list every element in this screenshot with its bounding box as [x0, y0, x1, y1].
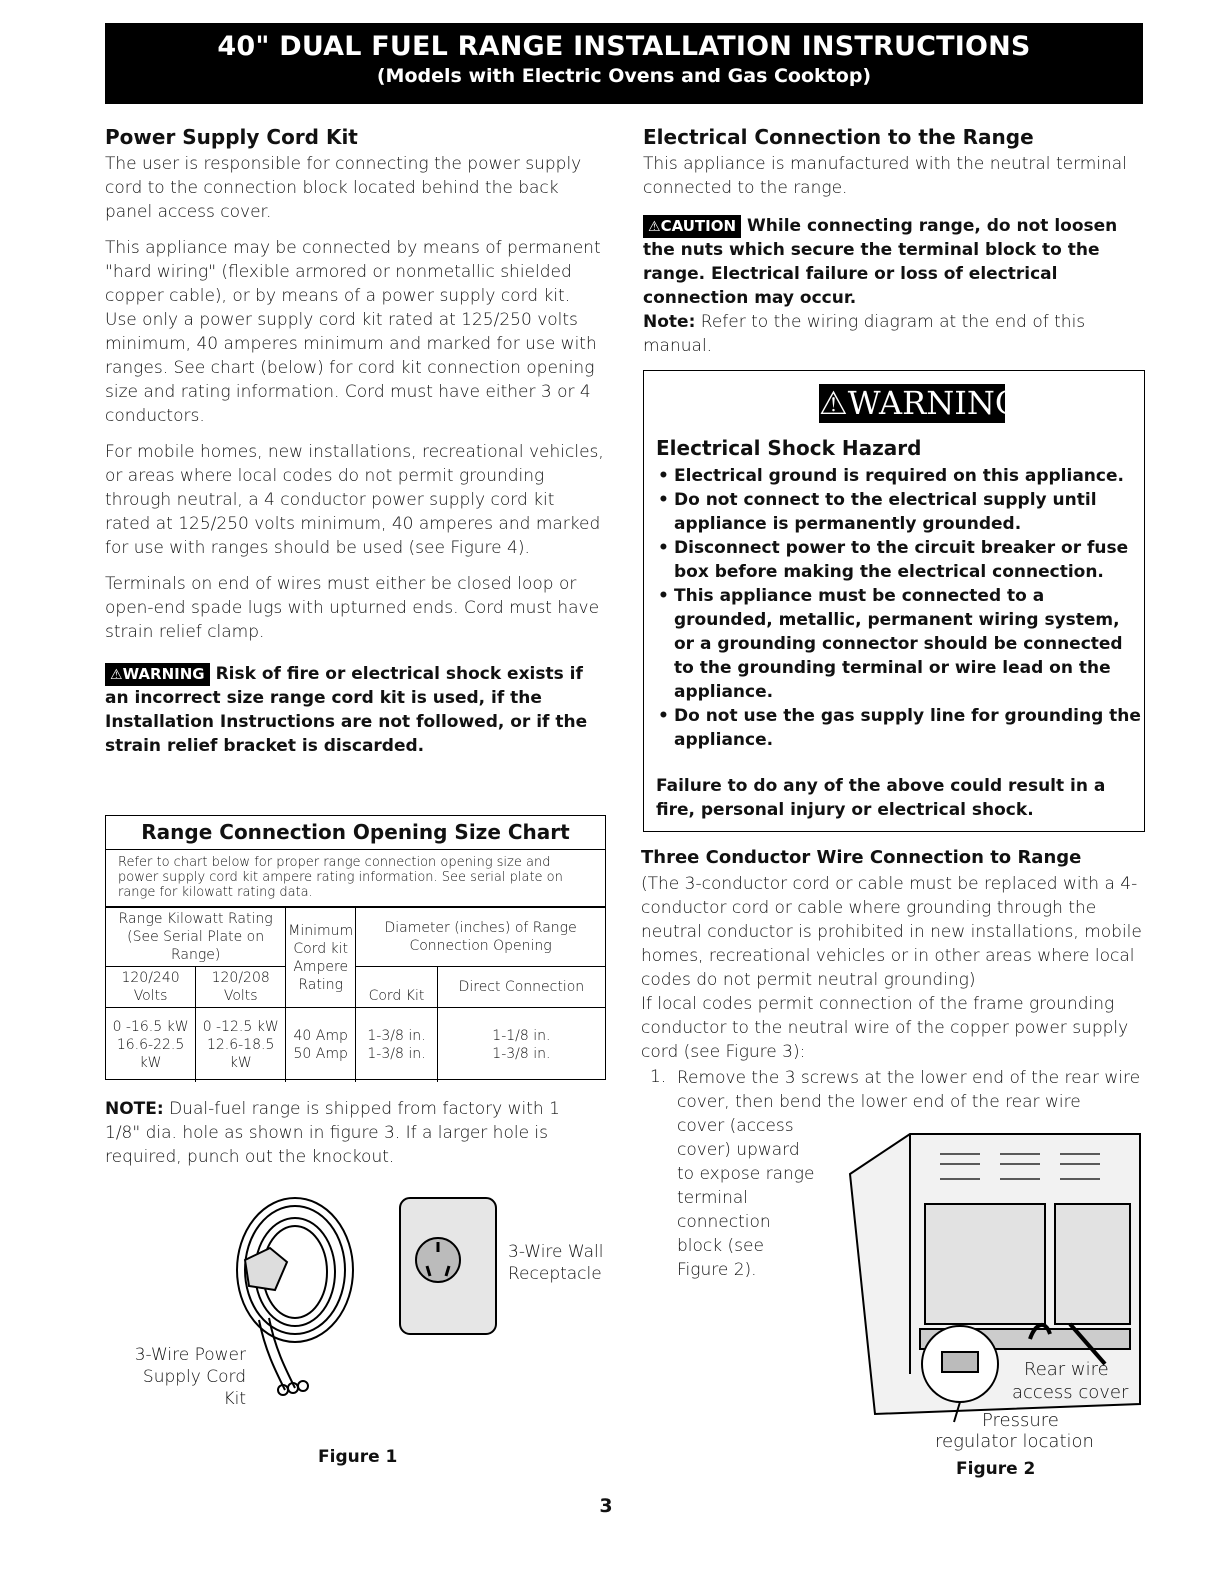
shock-hazard-heading: Electrical Shock Hazard: [656, 436, 922, 460]
table-cell: 0 -16.5 kW 16.6-22.5 kW: [106, 1008, 196, 1083]
figure-1-caption: Figure 1: [318, 1447, 398, 1467]
chart-table: [106, 907, 605, 1082]
caution-block: [643, 214, 1143, 310]
left-warning: [105, 662, 605, 758]
cord-kit-label: 3-Wire Power Supply Cord Kit: [134, 1345, 246, 1409]
header-cord-kit: Cord Kit: [356, 967, 438, 1008]
warning-triangle-icon: ⚠: [110, 667, 123, 683]
warning-triangle-icon: ⚠: [648, 219, 661, 235]
wall-receptacle-drawing: [400, 1198, 496, 1334]
caution-badge: ⚠CAUTION: [643, 215, 741, 238]
table-cell: 1-1/8 in. 1-3/8 in.: [437, 1008, 605, 1083]
note-label: NOTE:: [105, 1099, 164, 1119]
left-warning-text: Risk of fire or electrical shock exists if an incorrect size range cord kit is used, if the Installation Instructions are not followed, or if the strain relief bracket is discarded.: [105, 664, 588, 756]
three-conductor-heading: Three Conductor Wire Connection to Range: [641, 847, 1082, 868]
left-paragraph-4: Terminals on end of wires must either be closed loop or open-end spade lugs with upturned ends. Cord must have strain relief clamp.: [105, 574, 600, 642]
list-item: • Do not connect to the electrical supply until appliance is permanently grounded.: [674, 488, 1144, 536]
left-paragraph-2: This appliance may be connected by means of permanent "hard wiring" (flexible armored or nonmetallic shielded copper cable), or by means of a power supply cord kit. Use only a power supply cord kit rated at 125/250 volts minimum, 40 amperes minimum and marked for use with ranges. See chart (below) for cord kit connection opening size and rating information. Cord must have either 3 or 4 conductors.: [105, 238, 601, 426]
electrical-connection-heading: Electrical Connection to the Range: [643, 125, 1034, 149]
header-kw-rating: Range Kilowatt Rating (See Serial Plate on Range): [106, 908, 286, 967]
list-item: • Disconnect power to the circuit breaker or fuse box before making the electrical connection.: [674, 536, 1144, 584]
page-title: 40" DUAL FUEL RANGE INSTALLATION INSTRUCTIONS: [217, 31, 1031, 62]
figure-2-caption: Figure 2: [956, 1459, 1036, 1479]
receptacle-label: 3-Wire Wall Receptacle: [508, 1242, 604, 1284]
shock-hazard-footer: Failure to do any of the above could result in a fire, personal injury or electrical shock.: [656, 776, 1106, 820]
left-paragraph-1: The user is responsible for connecting the power supply cord to the connection block located behind the back panel access cover.: [105, 154, 582, 222]
rear-wire-label-2: access cover: [1012, 1382, 1129, 1403]
cord-coil-drawing: [237, 1198, 353, 1395]
header-208: 120/208 Volts: [196, 967, 286, 1008]
left-column: [105, 124, 605, 770]
right-column: [643, 124, 1143, 370]
step-1-text: Remove the 3 screws at the lower end of the rear wire cover, then bend the lower end of the rear wire: [677, 1068, 1141, 1112]
warning-badge-large: ⚠WARNING: [819, 384, 1021, 422]
power-supply-heading: Power Supply Cord Kit: [105, 125, 358, 149]
warning-triangle-icon: ⚠: [819, 384, 848, 422]
range-connection-chart: [105, 815, 606, 1080]
warning-badge-small: ⚠WARNING: [105, 663, 210, 686]
electrical-shock-warning-box: [643, 370, 1145, 832]
knockout-note: [105, 1097, 565, 1169]
header-diameter: Diameter (inches) of Range Connection Opening: [356, 908, 605, 967]
rear-wire-label-1: Rear wire: [1024, 1359, 1109, 1380]
list-item: • Do not use the gas supply line for grounding the appliance.: [674, 704, 1144, 752]
table-cell: 0 -12.5 kW 12.6-18.5 kW: [196, 1008, 286, 1083]
list-item: • Electrical ground is required on this appliance.: [674, 464, 1144, 488]
three-paragraph-1: (The 3-conductor cord or cable must be replaced with a 4-conductor cord or cable where grounding through the neutral conductor is prohibited in new installations, mobile homes, recreational vehicles or in other areas where local codes do not permit neutral grounding): [641, 874, 1142, 990]
header-direct: Direct Connection: [437, 967, 605, 1008]
chart-intro: Refer to chart below for proper range connection opening size and power supply cord kit ampere rating information. See serial plate on range for kilowatt rating data.: [106, 850, 605, 907]
chart-title: Range Connection Opening Size Chart: [106, 816, 605, 850]
step-number: 1.: [650, 1067, 667, 1087]
header-amp-rating: Minimum Cord kit Ampere Rating: [286, 908, 356, 1008]
table-cell: 40 Amp 50 Amp: [286, 1008, 356, 1083]
figure-1-illustration: [225, 1190, 515, 1405]
table-cell: 1-3/8 in. 1-3/8 in.: [356, 1008, 438, 1083]
step-1-text-continued: cover (access cover) upward to expose range terminal connection block (see Figure 2).: [677, 1116, 815, 1280]
header-240: 120/240 Volts: [106, 967, 196, 1008]
note-text: Dual-fuel range is shipped from factory with 1 1/8" dia. hole as shown in figure 3. If a larger hole is required, punch out the knockout.: [105, 1099, 560, 1167]
three-paragraph-2: If local codes permit connection of the frame grounding conductor to the neutral wire of the copper power supply cord (see Figure 3):: [641, 994, 1129, 1062]
page-subtitle: (Models with Electric Ovens and Gas Cooktop): [376, 65, 872, 87]
right-paragraph-1: This appliance is manufactured with the neutral terminal connected to the range.: [643, 154, 1127, 198]
header-banner: [105, 23, 1143, 104]
wiring-note: Note: Refer to the wiring diagram at the end of this manual.: [643, 312, 1086, 356]
caution-text: While connecting range, do not loosen the nuts which secure the terminal block to the range. Electrical failure or loss of electrical connection may occur.: [643, 216, 1118, 308]
left-paragraph-3: For mobile homes, new installations, recreational vehicles, or areas where local codes do not permit grounding through neutral, a 4 conductor power supply cord kit rated at 125/250 volts minimum, 40 amperes and marked for use with ranges should be used (see Figure 4).: [105, 442, 604, 558]
pressure-label-2: regulator location: [935, 1431, 1094, 1452]
three-conductor-section: [641, 846, 1146, 1078]
shock-hazard-list: [656, 464, 1144, 752]
pressure-label-1: Pressure: [982, 1410, 1059, 1431]
page-number: 3: [599, 1495, 613, 1517]
list-item: • This appliance must be connected to a grounded, metallic, permanent wiring system, or a grounding connector should be connected to the grounding terminal or wire lead on the appliance.: [674, 584, 1144, 704]
